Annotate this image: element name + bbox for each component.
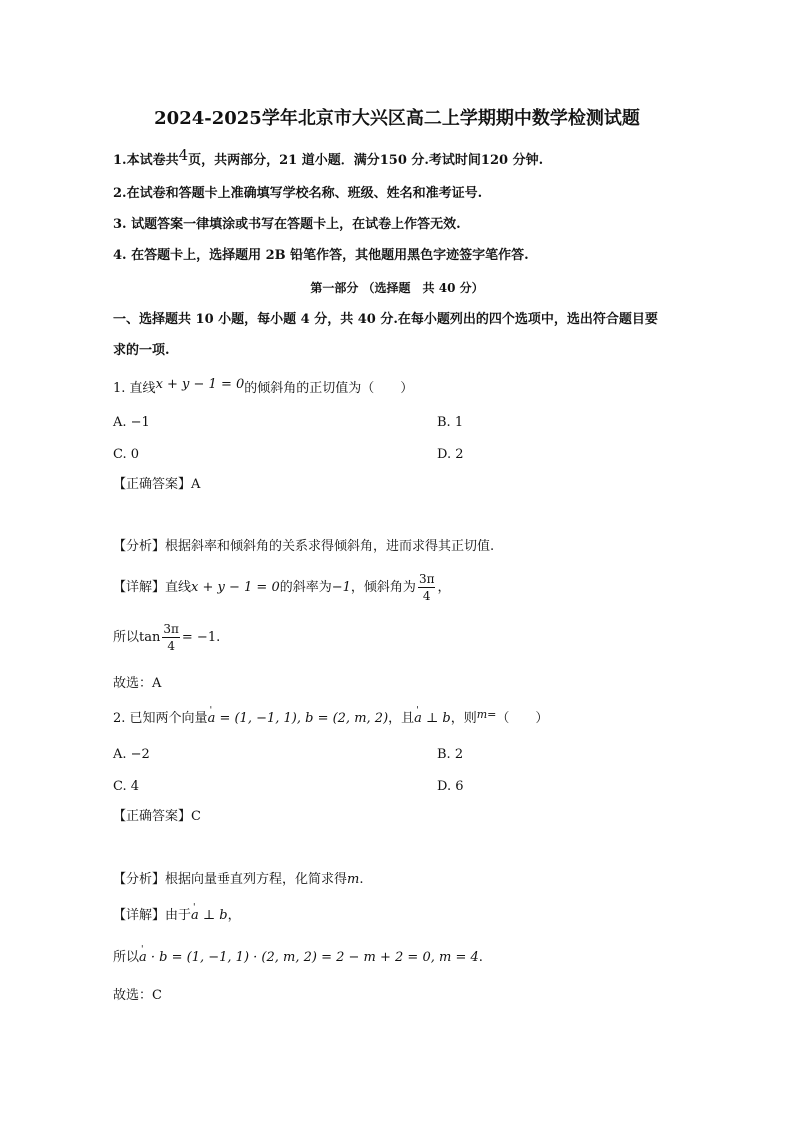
- q2-analysis-end: .: [359, 872, 364, 887]
- q1-number: 1.: [113, 381, 126, 396]
- q2-option-d: D. 6: [437, 779, 464, 794]
- q2-conclusion: 故选：C: [113, 988, 162, 1003]
- q1-option-b: B. 1: [437, 415, 464, 430]
- q1-so: [113, 618, 220, 658]
- q1-so-fraction-numerator: 3π: [163, 622, 179, 636]
- q2-analysis: [113, 871, 364, 889]
- q1-conclusion: 故选：A: [113, 676, 162, 691]
- q2-analysis-label: 【分析】: [113, 872, 166, 887]
- q2-detail-pre: 由于: [165, 908, 192, 923]
- part1-heading: 第一部分 （选择题 共 40 分）: [310, 281, 484, 295]
- q2-option-a: A. −2: [113, 747, 150, 762]
- q2-detail: [113, 907, 241, 925]
- q1-so-post: = −1.: [181, 630, 221, 645]
- q2-so-pre: 所以: [113, 950, 140, 965]
- q1-answer-label: 【正确答案】: [113, 477, 192, 492]
- note-1-pre: 1.本试卷共: [113, 153, 179, 168]
- q1-fraction-denominator: 4: [422, 589, 431, 603]
- note-4: 4. 在答题卡上，选择题用 2B 铅笔作答，其他题用黑色字迹签字笔作答.: [113, 248, 529, 263]
- q1-pre: 直线: [129, 381, 156, 396]
- q2-number: 2.: [113, 711, 126, 726]
- q1-detail-fraction: [418, 571, 436, 604]
- q2-answer: [113, 808, 201, 826]
- q1-detail-expr: x + y − 1 = 0: [191, 580, 280, 595]
- q2-option-b: B. 2: [437, 747, 464, 762]
- q1-expr: x + y − 1 = 0: [155, 377, 245, 392]
- q2-detail-label: 【详解】: [113, 908, 166, 923]
- q2-detail-perp: ' a ⊥ b: [191, 908, 228, 923]
- q2-so-expr: ' a · b = (1, −1, 1) · (2, m, 2) = 2 − m + 2 = 0, m = 4: [139, 950, 479, 965]
- q1-detail: [113, 568, 450, 608]
- q1-post: 的倾斜角的正切值为（ ）: [244, 381, 414, 396]
- q2-detail-end: ，: [227, 908, 241, 923]
- q2-post: ，则: [450, 711, 477, 726]
- q1-analysis-label: 【分析】: [113, 539, 166, 554]
- q1-detail-label: 【详解】: [113, 580, 166, 595]
- q2-answer-label: 【正确答案】: [113, 809, 192, 824]
- q1-so-fraction: [162, 621, 180, 654]
- q2-mid: ，且: [388, 711, 415, 726]
- q1-option-a: A. −1: [113, 415, 150, 430]
- section1-intro-line1: 一、选择题共 10 小题，每小题 4 分，共 40 分.在每小题列出的四个选项中，选出符合题目要: [113, 312, 658, 327]
- q1-detail-end: ，: [437, 580, 451, 595]
- q1-answer-value: A: [191, 477, 201, 492]
- q2-answer-value: C: [191, 809, 201, 824]
- q1-option-c: C. 0: [113, 447, 140, 462]
- q2-m: m=: [476, 708, 497, 721]
- q1-answer: [113, 476, 200, 494]
- q1-so-pre: 所以: [113, 630, 140, 645]
- q1-detail-mid: 的斜率为: [279, 580, 332, 595]
- section1-intro-line2: 求的一项.: [113, 343, 170, 358]
- q2-tail: （ ）: [496, 711, 549, 726]
- q2-stem: [113, 710, 548, 728]
- q1-analysis: [113, 538, 494, 556]
- q1-detail-pre: 直线: [165, 580, 192, 595]
- q2-vectors-expr: ' a = (1, −1, 1), b = (2, m, 2): [208, 711, 389, 726]
- note-3: 3. 试题答案一律填涂或书写在答题卡上，在试卷上作答无效.: [113, 217, 461, 232]
- note-1-post: 页，共两部分，21 道小题．满分150 分.考试时间120 分钟.: [188, 153, 544, 168]
- q2-analysis-text: 根据向量垂直列方程，化简求得: [165, 872, 348, 887]
- q2-so-end: .: [478, 950, 483, 965]
- q2-so: [113, 949, 483, 967]
- q2-option-c: C. 4: [113, 779, 140, 794]
- q2-analysis-var: m: [347, 872, 360, 887]
- q1-so-tan: tan: [139, 630, 161, 645]
- page-title: 2024-2025学年北京市大兴区高二上学期期中数学检测试题: [154, 108, 640, 129]
- q1-stem: [113, 377, 414, 398]
- q2-pre: 已知两个向量: [129, 711, 208, 726]
- q1-so-fraction-denominator: 4: [167, 639, 175, 653]
- note-2: 2.在试卷和答题卡上准确填写学校名称、班级、姓名和准考证号.: [113, 186, 483, 201]
- q1-option-d: D. 2: [437, 447, 464, 462]
- q1-detail-slope: −1: [331, 580, 351, 595]
- q1-fraction-numerator: 3π: [418, 572, 435, 586]
- note-1-pages: 4: [178, 146, 189, 164]
- note-1: [113, 146, 544, 170]
- q1-detail-mid2: ，倾斜角为: [350, 580, 416, 595]
- q2-perp: ' a ⊥ b: [414, 711, 451, 726]
- q1-analysis-text: 根据斜率和倾斜角的关系求得倾斜角，进而求得其正切值.: [165, 539, 495, 554]
